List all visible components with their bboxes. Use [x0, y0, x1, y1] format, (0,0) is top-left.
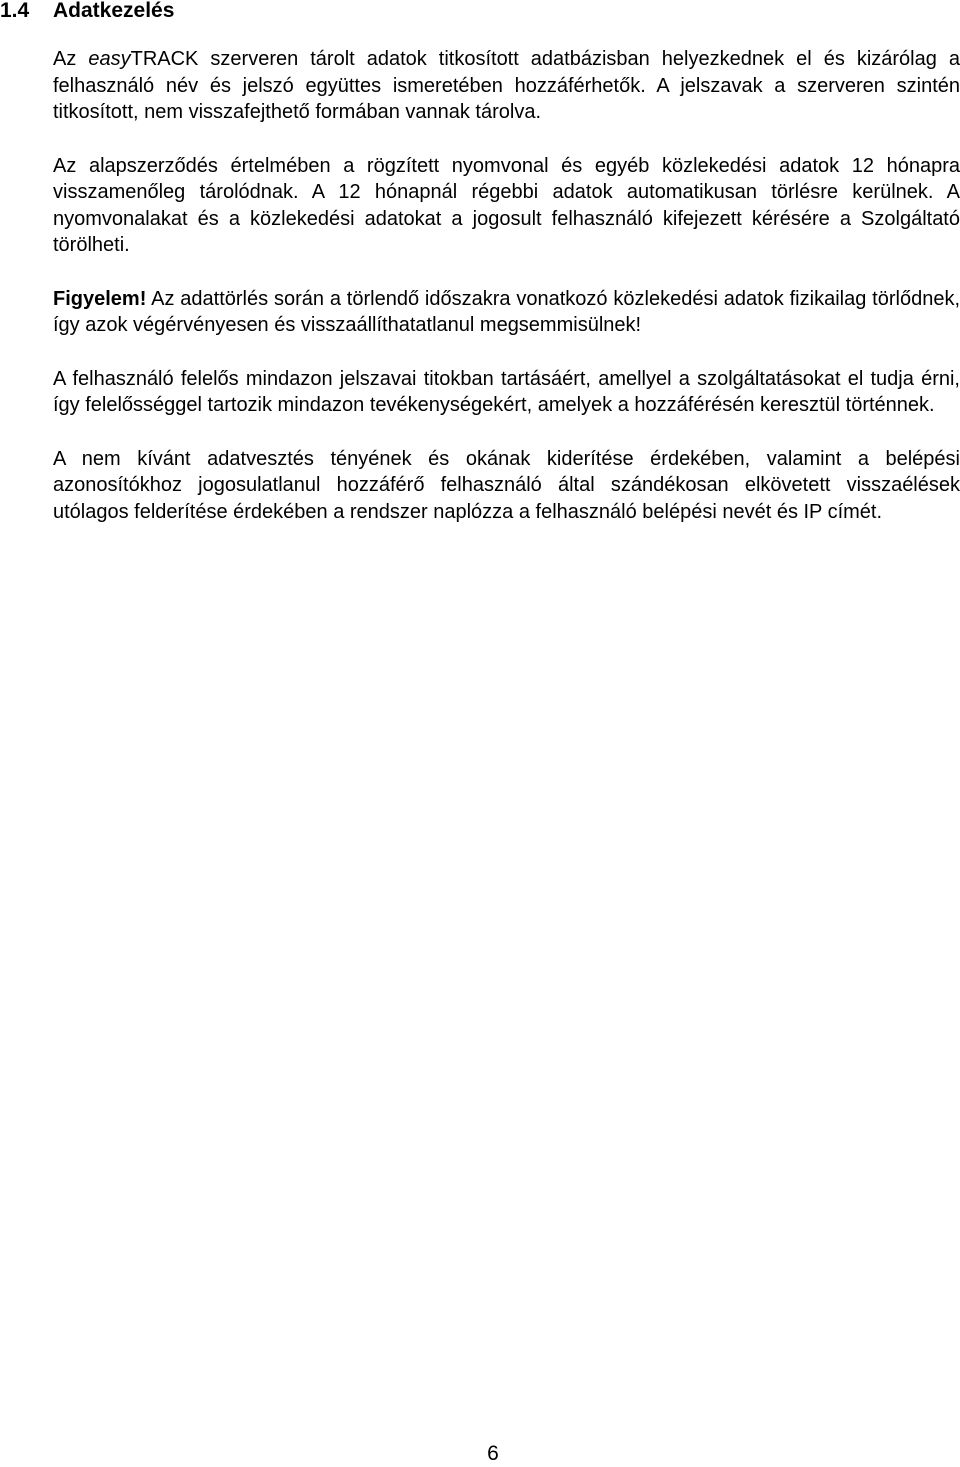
- paragraph-responsibility: A felhasználó felelős mindazon jelszavai titokban tartásáért, amellyel a szolgáltatásokat el tudja érni, így felelősséggel tartozik mindazon tevékenységekért, amelyek a hozzáférésén keresztül történnek.: [53, 367, 960, 416]
- paragraph-storage: [53, 46, 960, 126]
- section-body: [53, 46, 960, 525]
- section-title: Adatkezelés: [53, 0, 175, 22]
- paragraph-storage-text: szerveren tárolt adatok titkosított adatbázisban helyezkednek el és kizárólag a felhasználó név és jelszó együttes ismeretében hozzáférhetők. A jelszavak a szerveren szintén titkosított, nem visszafejthető formában vannak tárolva.: [53, 48, 960, 123]
- warning-text: Az adattörlés során a törlendő időszakra vonatkozó közlekedési adatok fizikailag törlődnek, így azok végérvényesen és visszaállíthatatlanul megsemmisülnek!: [53, 287, 960, 336]
- paragraph-warning: [53, 286, 960, 339]
- section-heading: [0, 0, 174, 24]
- paragraph-storage-prefix: Az: [53, 48, 89, 70]
- page-number: 6: [487, 1442, 499, 1465]
- warning-label: Figyelem!: [53, 287, 147, 310]
- section-number: 1.4: [0, 0, 30, 22]
- paragraph-logging: A nem kívánt adatvesztés tényének és okának kiderítése érdekében, valamint a belépési azonosítókhoz jogosulatlanul hozzáférő felhasználó által szándékosan elkövetett visszaélések utólagos felderítése érdekében a rendszer naplózza a felhasználó belépési nevét és IP címét.: [53, 447, 960, 523]
- brand-name-rest: TRACK: [130, 48, 199, 70]
- paragraph-retention: Az alapszerződés értelmében a rögzített nyomvonal és egyéb közlekedési adatok 12 hónapra visszamenőleg tárolódnak. A 12 hónapnál régebbi adatok automatikusan törlésre kerülnek. A nyomvonalakat és a közlekedési adatokat a jogosult felhasználó kifejezett kérésére a Szolgáltató törölheti.: [53, 154, 960, 256]
- brand-name-italic: easy: [88, 48, 131, 70]
